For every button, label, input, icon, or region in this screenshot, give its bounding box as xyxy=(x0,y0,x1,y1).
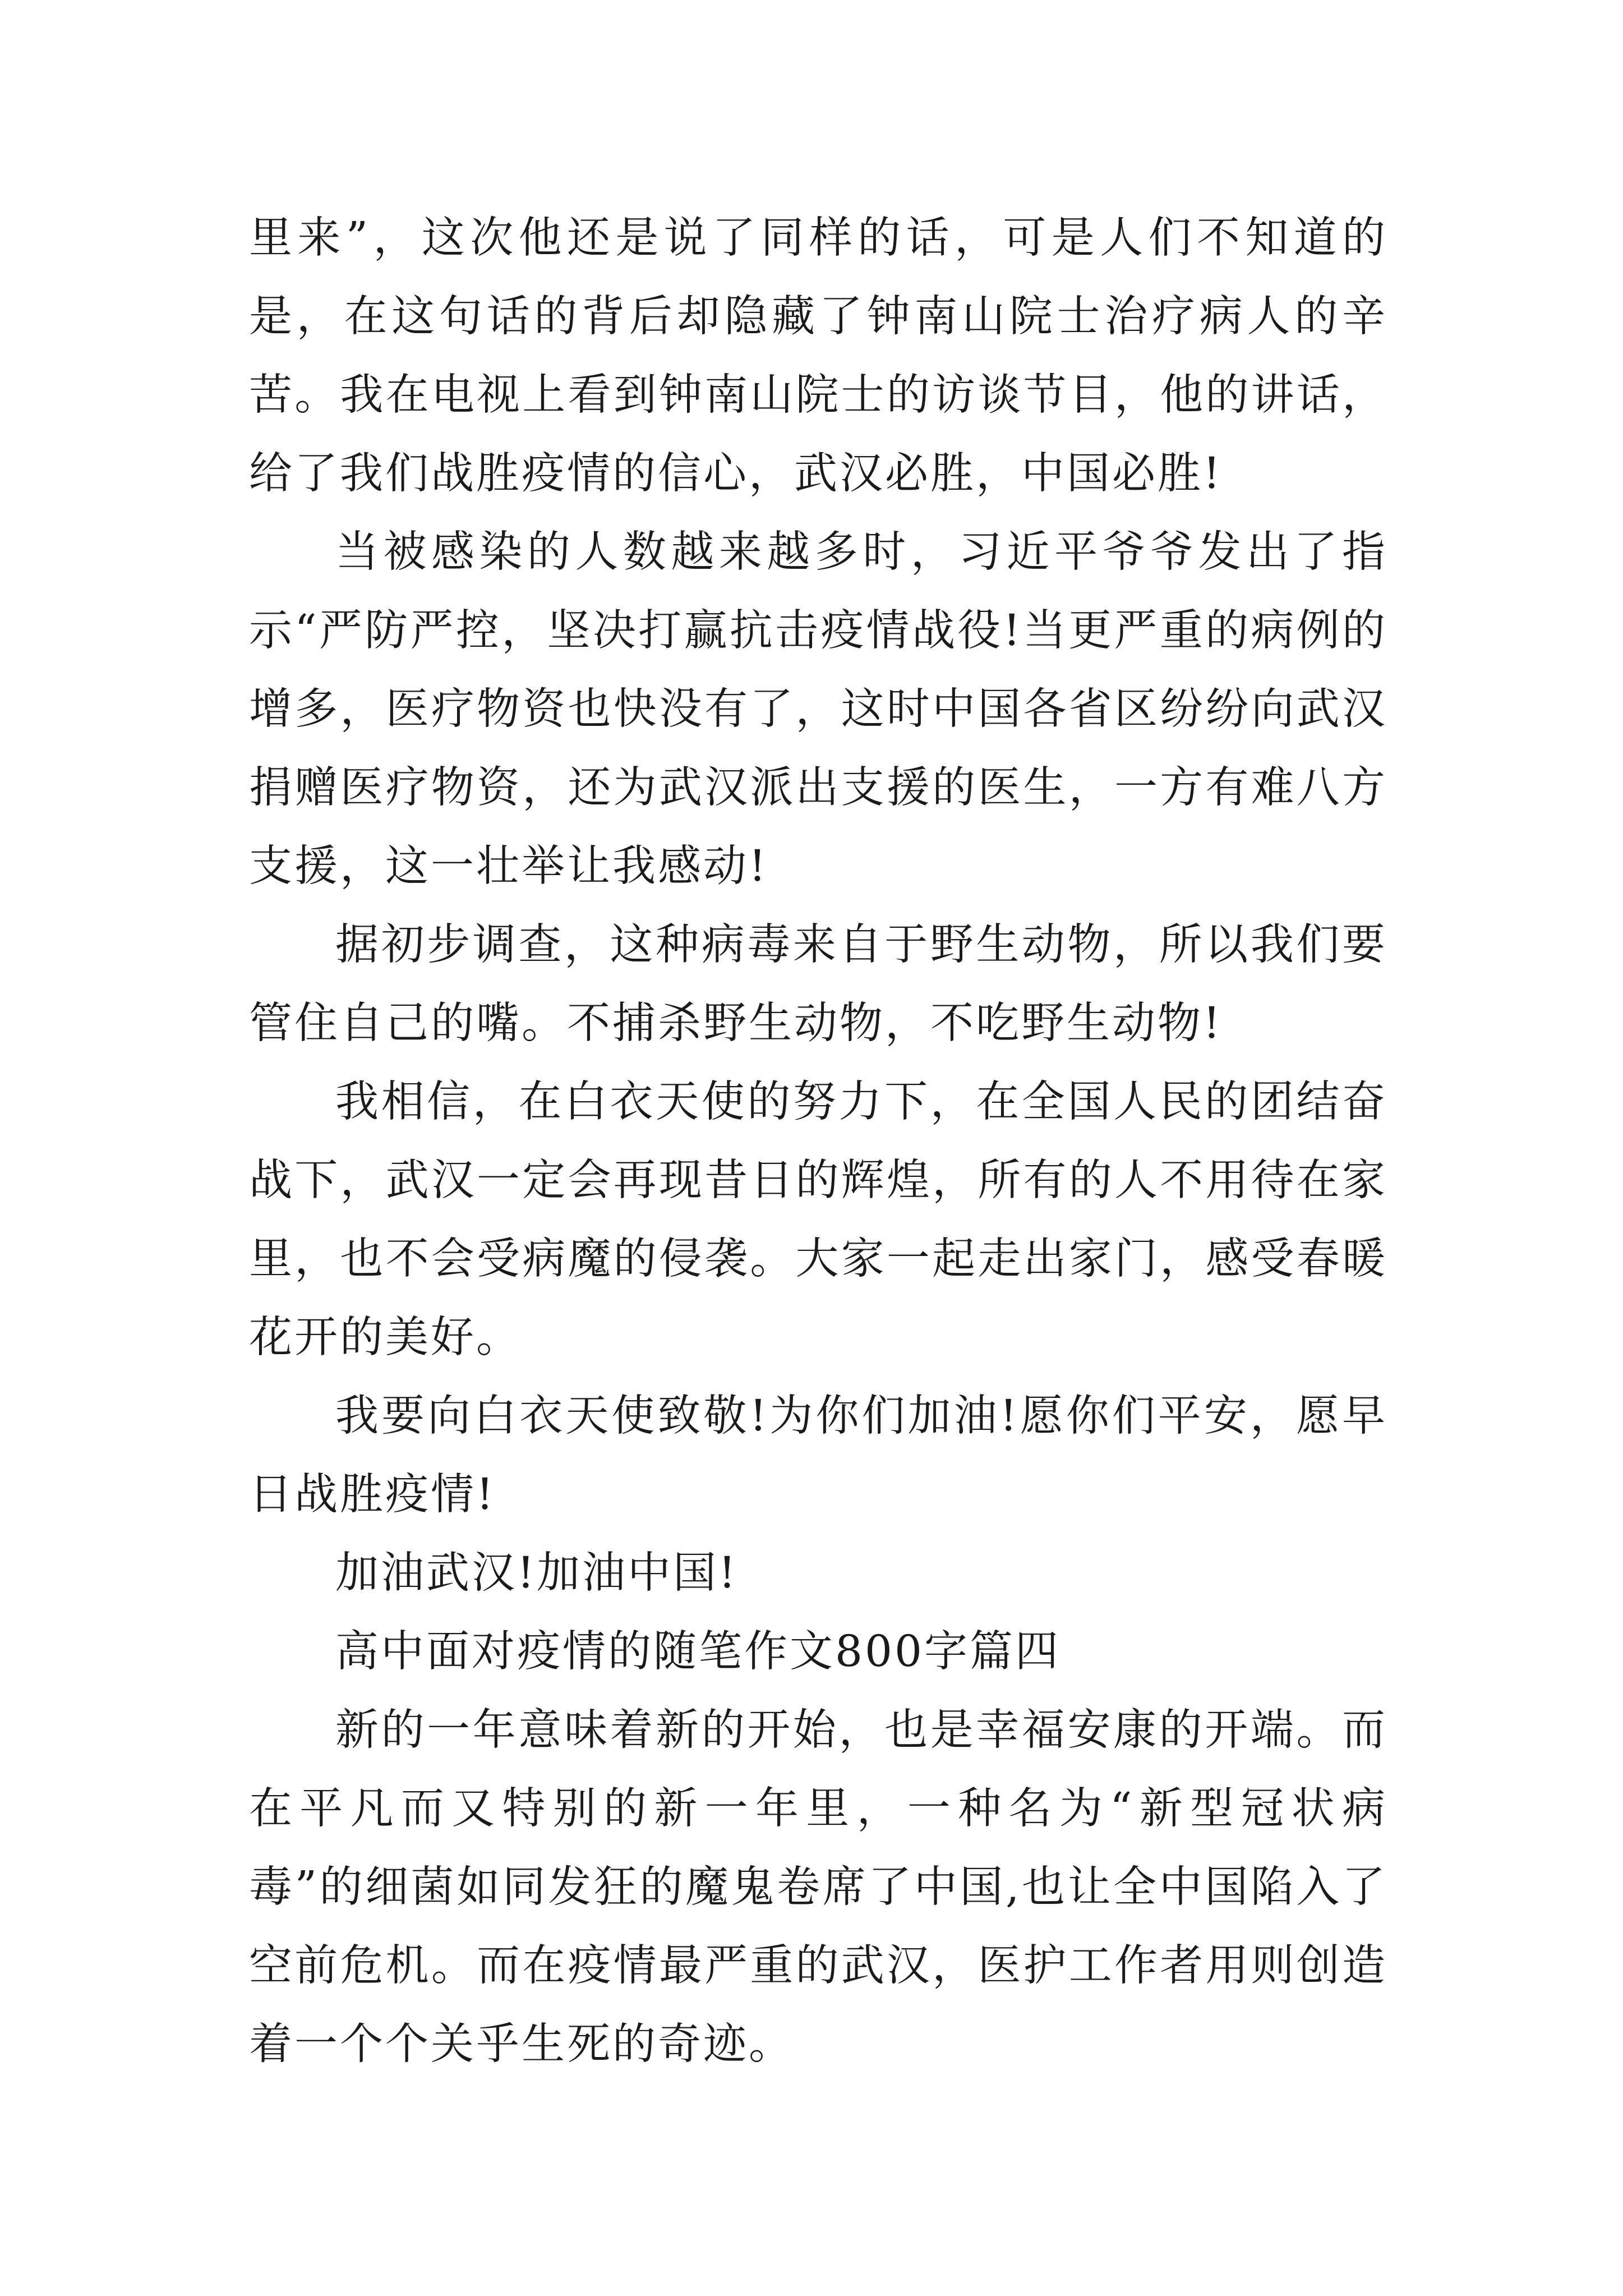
paragraph-continuation: 里来”，这次他还是说了同样的话，可是人们不知道的是，在这句话的背后却隐藏了钟南山院士治疗病人的辛苦。我在电视上看到钟南山院士的访谈节目，他的讲话，给了我们战胜疫情的信心，武汉必胜，中国必胜! xyxy=(249,213,1387,499)
paragraph-instructions: 当被感染的人数越来越多时，习近平爷爷发出了指示“严防严控，坚决打赢抗击疫情战役!当更严重的病例的增多，医疗物资也快没有了，这时中国各省区纷纷向武汉捐赠医疗物资，还为武汉派出支援的医生，一方有难八方支援，这一壮举让我感动! xyxy=(249,527,1387,891)
document-body xyxy=(249,199,1387,2084)
paragraph-cheer: 加油武汉!加油中国! xyxy=(335,1548,738,1598)
paragraph-new-year: 新的一年意味着新的开始，也是幸福安康的开端。而在平凡而又特别的新一年里，一种名为“新型冠状病毒”的细菌如同发狂的魔鬼卷席了中国,也让全中国陷入了空前危机。而在疫情最严重的武汉，医护工作者用则创造着一个个关乎生死的奇迹。 xyxy=(249,1705,1387,2069)
paragraph-belief: 我相信，在白衣天使的努力下，在全国人民的团结奋战下，武汉一定会再现昔日的辉煌，所有的人不用待在家里，也不会受病魔的侵袭。大家一起走出家门，感受春暖花开的美好。 xyxy=(249,1077,1387,1363)
paragraph-wildlife: 据初步调查，这种病毒来自于野生动物，所以我们要管住自己的嘴。不捕杀野生动物，不吃野生动物! xyxy=(249,920,1387,1048)
section-heading: 高中面对疫情的随笔作文800字篇四 xyxy=(335,1627,1061,1677)
paragraph-salute: 我要向白衣天使致敬!为你们加油!愿你们平安，愿早日战胜疫情! xyxy=(249,1391,1387,1520)
